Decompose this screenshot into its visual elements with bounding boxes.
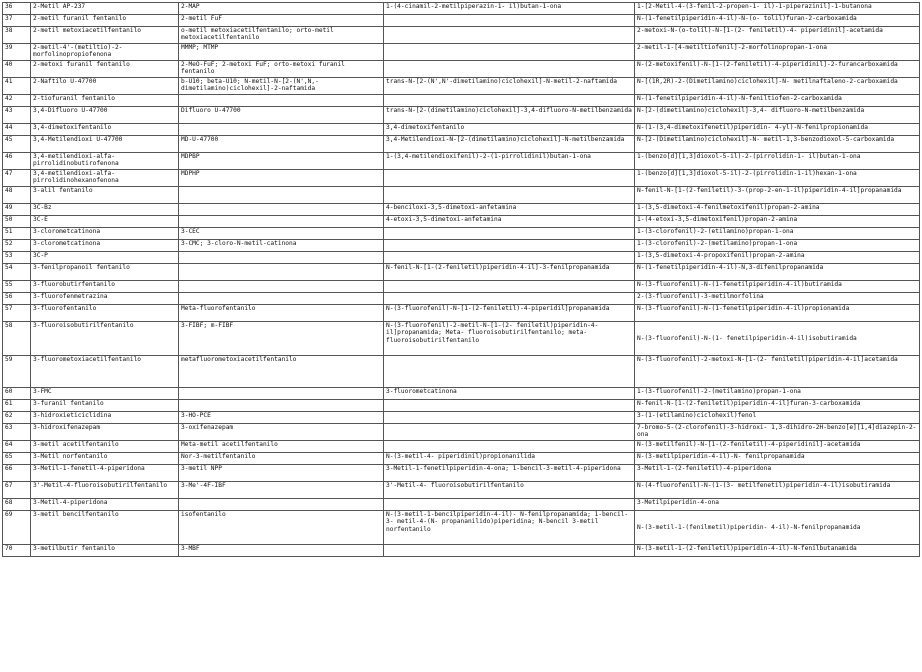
chemical-name-cell	[384, 170, 635, 187]
substance-name-cell: 3'-Metil-4-fluoroisobutirilfentanilo	[31, 482, 179, 499]
table-row	[3, 95, 920, 107]
table-row	[3, 124, 920, 136]
substance-name-cell: 3-Metil norfentanilo	[31, 453, 179, 465]
chemical-name-cell	[384, 412, 635, 424]
iupac-name-cell: 1-[2-Metil-4-(3-fenil-2-propen-1- il)-1-piperazinil]-1-butanona	[635, 3, 920, 15]
synonyms-cell: MD-U-47700	[179, 136, 384, 153]
substance-name-cell: 2-metil metoxiacetilfentanilo	[31, 27, 179, 44]
chemical-name-cell	[384, 228, 635, 240]
row-number-cell: 39	[3, 44, 31, 61]
row-number-cell: 43	[3, 107, 31, 124]
table-row	[3, 441, 920, 453]
substance-table-container	[2, 2, 919, 557]
row-number-cell: 61	[3, 400, 31, 412]
synonyms-cell: Nor-3-metilfentanilo	[179, 453, 384, 465]
iupac-name-cell: 3-Metil-1-(2-feniletil)-4-piperidona	[635, 465, 920, 482]
substance-name-cell: 3-metil acetilfentanilo	[31, 441, 179, 453]
substance-name-cell: 3,4-Difluoro U-47700	[31, 107, 179, 124]
chemical-name-cell: 3,4-Metilendioxi-N-[2-(dimetilamino)ciclohexil]-N-metilbenzamida	[384, 136, 635, 153]
synonyms-cell: 2-MeO-FuF; 2-metoxi FuF; orto-metoxi furanil fentanilo	[179, 61, 384, 78]
table-row	[3, 107, 920, 124]
chemical-name-cell: 4-benciloxi-3,5-dimetoxi-anfetamina	[384, 204, 635, 216]
iupac-name-cell: 1-(4-etoxi-3,5-dimetoxifenil)propan-2-amina	[635, 216, 920, 228]
table-row	[3, 27, 920, 44]
row-number-cell: 44	[3, 124, 31, 136]
substance-name-cell: 3-clorometcatinona	[31, 240, 179, 252]
table-row	[3, 511, 920, 545]
row-number-cell: 56	[3, 293, 31, 305]
iupac-name-cell: N-(1-fenetilpiperidin-4-il)-N-feniltiofen-2-carboxamida	[635, 95, 920, 107]
synonyms-cell	[179, 252, 384, 264]
iupac-name-cell: N-[(1R,2R)-2-(Dimetilamino)ciclohexil]-N- metilnaftaleno-2-carboxamida	[635, 78, 920, 95]
substance-name-cell: 3C-P	[31, 252, 179, 264]
iupac-name-cell: 1-(3,5-dimetoxi-4-propoxifenil)propan-2-amina	[635, 252, 920, 264]
synonyms-cell	[179, 281, 384, 293]
table-row	[3, 15, 920, 27]
synonyms-cell	[179, 499, 384, 511]
synonyms-cell: 2-MAP	[179, 3, 384, 15]
chemical-name-cell	[384, 252, 635, 264]
chemical-name-cell	[384, 293, 635, 305]
row-number-cell: 41	[3, 78, 31, 95]
substance-name-cell: 3-FMC	[31, 388, 179, 400]
substance-name-cell: 3-fluoroisobutirilfentanilo	[31, 322, 179, 356]
iupac-name-cell: N-[2-(dimetilamino)ciclohexil]-3,4- difluoro-N-metilbenzamida	[635, 107, 920, 124]
substance-name-cell: 2-Metil AP-237	[31, 3, 179, 15]
iupac-name-cell: N-(4-fluorofenil)-N-(1-(3- metilfenetil)piperidin-4-il)isobutiramida	[635, 482, 920, 499]
table-row	[3, 281, 920, 293]
synonyms-cell: 2-metil FuF	[179, 15, 384, 27]
row-number-cell: 36	[3, 3, 31, 15]
iupac-name-cell: 1-(3-fluorofenil)-2-(metilamino)propan-1-ona	[635, 388, 920, 400]
table-row	[3, 412, 920, 424]
iupac-name-cell: N-(1-fenetilpiperidin-4-il)-N-(o- tolil)furan-2-carboxamida	[635, 15, 920, 27]
chemical-name-cell: 4-etoxi-3,5-dimetoxi-anfetamina	[384, 216, 635, 228]
row-number-cell: 64	[3, 441, 31, 453]
synonyms-cell	[179, 95, 384, 107]
iupac-name-cell: N-[2-(Dimetilamino)ciclohexil]-N- metil-1,3-benzodioxol-5-carboxamida	[635, 136, 920, 153]
synonyms-cell	[179, 293, 384, 305]
substance-name-cell: 3,4-metilendioxi-alfa-pirrolidinobutirofenona	[31, 153, 179, 170]
row-number-cell: 55	[3, 281, 31, 293]
row-number-cell: 42	[3, 95, 31, 107]
table-row	[3, 424, 920, 441]
synonyms-cell: MDPHP	[179, 170, 384, 187]
chemical-name-cell	[384, 400, 635, 412]
iupac-name-cell: N-(3-fluorofenil)-N-(1- fenetilpiperidin-4-il)isobutiramida	[635, 322, 920, 356]
table-row	[3, 228, 920, 240]
row-number-cell: 53	[3, 252, 31, 264]
row-number-cell: 62	[3, 412, 31, 424]
substance-name-cell: 2-Naftilo U-47700	[31, 78, 179, 95]
iupac-name-cell: N-(3-fluorofenil)-N-(1-fenetilpiperidin-4-il)butiramida	[635, 281, 920, 293]
substance-name-cell: 3C-E	[31, 216, 179, 228]
iupac-name-cell: 2-metil-1-[4-metiltiofenil]-2-morfolinopropan-1-ona	[635, 44, 920, 61]
table-row	[3, 216, 920, 228]
row-number-cell: 59	[3, 356, 31, 388]
table-row	[3, 388, 920, 400]
substance-name-cell: 3C-Bz	[31, 204, 179, 216]
iupac-name-cell: N-(3-fluorofenil)-N-(1-fenetilpiperidin-4-il)propionamida	[635, 305, 920, 322]
synonyms-cell: MDPBP	[179, 153, 384, 170]
iupac-name-cell: 2-(3-fluorofenil)-3-metilmorfolina	[635, 293, 920, 305]
table-row	[3, 187, 920, 204]
row-number-cell: 54	[3, 264, 31, 281]
synonyms-cell: Difluoro U-47700	[179, 107, 384, 124]
substance-name-cell: 3-metilbutir fentanilo	[31, 545, 179, 557]
iupac-name-cell: N-(3-metil-1-(2-feniletil)piperidin-4-il)-N-fenilbutanamida	[635, 545, 920, 557]
synonyms-cell: 3-metil NPP	[179, 465, 384, 482]
row-number-cell: 66	[3, 465, 31, 482]
chemical-name-cell	[384, 61, 635, 78]
chemical-name-cell	[384, 95, 635, 107]
chemical-name-cell: 1-(4-cinamil-2-metilpiperazin-1- il)butan-1-ona	[384, 3, 635, 15]
chemical-name-cell	[384, 441, 635, 453]
iupac-name-cell: 1-(3,5-dimetoxi-4-fenilmetoxifenil)propan-2-amina	[635, 204, 920, 216]
iupac-name-cell: N-fenil-N-[1-(2-feniletil)-3-(prop-2-en-1-il)piperidin-4-il]propanamida	[635, 187, 920, 204]
synonyms-cell	[179, 400, 384, 412]
chemical-name-cell	[384, 499, 635, 511]
chemical-name-cell: 3-fluorometcatinona	[384, 388, 635, 400]
synonyms-cell: 3-Me'-4F-IBF	[179, 482, 384, 499]
chemical-name-cell: trans-N-[2-(dimetilamino)ciclohexil]-3,4-difluoro-N-metilbenzamida	[384, 107, 635, 124]
iupac-name-cell: N-(3-metil-1-(fenilmetil)piperidin- 4-il)-N-fenilpropanamida	[635, 511, 920, 545]
synonyms-cell: 3-MBF	[179, 545, 384, 557]
table-row	[3, 499, 920, 511]
table-row	[3, 453, 920, 465]
iupac-name-cell: N-(3-fluorofenil)-2-metoxi-N-[1-(2- feniletil)piperidin-4-il]acetamida	[635, 356, 920, 388]
row-number-cell: 47	[3, 170, 31, 187]
table-row	[3, 204, 920, 216]
substance-name-cell: 3-fluorobutirfentanilo	[31, 281, 179, 293]
row-number-cell: 68	[3, 499, 31, 511]
row-number-cell: 63	[3, 424, 31, 441]
chemical-name-cell: 1-(3,4-metilendioxifenil)-2-(1-pirrolidinil)butan-1-ona	[384, 153, 635, 170]
synonyms-cell	[179, 216, 384, 228]
table-row	[3, 482, 920, 499]
iupac-name-cell: N-fenil-N-[1-(2-feniletil)piperidin-4-il]furan-3-carboxamida	[635, 400, 920, 412]
chemical-name-cell	[384, 187, 635, 204]
substance-name-cell: 3-fluorofenmetrazina	[31, 293, 179, 305]
table-row	[3, 240, 920, 252]
table-row	[3, 322, 920, 356]
iupac-name-cell: 1-(3-clorofenil)-2-(metilamino)propan-1-ona	[635, 240, 920, 252]
table-row	[3, 252, 920, 264]
substance-name-cell: 2-metoxi furanil fentanilo	[31, 61, 179, 78]
row-number-cell: 46	[3, 153, 31, 170]
chemical-name-cell	[384, 15, 635, 27]
chemical-name-cell	[384, 424, 635, 441]
substance-name-cell: 3-furanil fentanilo	[31, 400, 179, 412]
chemical-name-cell: N-(3-metil-4- piperidinil)propionanilida	[384, 453, 635, 465]
chemical-name-cell	[384, 44, 635, 61]
table-row	[3, 356, 920, 388]
synonyms-cell	[179, 204, 384, 216]
row-number-cell: 60	[3, 388, 31, 400]
chemical-name-cell	[384, 281, 635, 293]
table-row	[3, 400, 920, 412]
chemical-name-cell: N-(3-fluorofenil)-2-metil-N-[1-(2- feniletil)piperidin-4-il]propanamida; Meta- fluoroisobutirilfentanilo; meta-fluoroisobutirilfentanilo	[384, 322, 635, 356]
synonyms-cell: 3-FIBF; m-FIBF	[179, 322, 384, 356]
row-number-cell: 38	[3, 27, 31, 44]
row-number-cell: 48	[3, 187, 31, 204]
row-number-cell: 49	[3, 204, 31, 216]
synonyms-cell: metafluorometoxiacetilfentanilo	[179, 356, 384, 388]
table-row	[3, 78, 920, 95]
row-number-cell: 45	[3, 136, 31, 153]
chemical-name-cell	[384, 545, 635, 557]
substance-name-cell: 3,4-dimetoxifentanilo	[31, 124, 179, 136]
row-number-cell: 69	[3, 511, 31, 545]
iupac-name-cell: N-(3-metilpiperidin-4-il)-N- fenilpropanamida	[635, 453, 920, 465]
controlled-substances-table	[2, 2, 920, 557]
substance-name-cell: 3-hidroxieticiclidina	[31, 412, 179, 424]
chemical-name-cell: N-(3-fluorofenil)-N-[1-(2-feniletil)-4-piperidil]propanamida	[384, 305, 635, 322]
substance-name-cell: 3,4-Metilendioxi U-47700	[31, 136, 179, 153]
substance-name-cell: 3-alil fentanilo	[31, 187, 179, 204]
table-row	[3, 545, 920, 557]
synonyms-cell: Meta-metil acetilfentanilo	[179, 441, 384, 453]
iupac-name-cell: N-(1-(3,4-dimetoxifenetil)piperidin- 4-yl)-N-fenilpropionamida	[635, 124, 920, 136]
row-number-cell: 65	[3, 453, 31, 465]
iupac-name-cell: 3-Metilpiperidin-4-ona	[635, 499, 920, 511]
substance-name-cell: 3-fenilpropanoil fentanilo	[31, 264, 179, 281]
row-number-cell: 70	[3, 545, 31, 557]
synonyms-cell: 3-HO-PCE	[179, 412, 384, 424]
iupac-name-cell: 1-(benzo[d][1,3]dioxol-5-il)-2-(pirrolidin-1- il)butan-1-ona	[635, 153, 920, 170]
row-number-cell: 52	[3, 240, 31, 252]
iupac-name-cell: 7-bromo-5-(2-clorofenil)-3-hidroxi- 1,3-dihidro-2H-benzo[e][1,4]diazepin-2-ona	[635, 424, 920, 441]
chemical-name-cell: 3,4-dimetoxifentanilo	[384, 124, 635, 136]
substance-name-cell: 2-metil furanil fentanilo	[31, 15, 179, 27]
iupac-name-cell: 1-(3-clorofenil)-2-(etilamino)propan-1-ona	[635, 228, 920, 240]
substance-name-cell: 3-clorometcatinona	[31, 228, 179, 240]
synonyms-cell: 3-oxifenazepam	[179, 424, 384, 441]
row-number-cell: 50	[3, 216, 31, 228]
table-row	[3, 465, 920, 482]
table-row	[3, 44, 920, 61]
iupac-name-cell: 1-(benzo[d][1,3]dioxol-5-il)-2-(pirrolidin-1-il)hexan-1-ona	[635, 170, 920, 187]
table-row	[3, 136, 920, 153]
iupac-name-cell: 3-(1-(etilamino)ciclohexil)fenol	[635, 412, 920, 424]
row-number-cell: 51	[3, 228, 31, 240]
chemical-name-cell: N-fenil-N-[1-(2-feniletil)piperidin-4-il]-3-fenilpropanamida	[384, 264, 635, 281]
row-number-cell: 40	[3, 61, 31, 78]
chemical-name-cell: 3'-Metil-4- fluoroisobutirilfentanilo	[384, 482, 635, 499]
chemical-name-cell	[384, 240, 635, 252]
synonyms-cell: Meta-fluorofentanilo	[179, 305, 384, 322]
row-number-cell: 67	[3, 482, 31, 499]
chemical-name-cell	[384, 356, 635, 388]
substance-name-cell: 3-metil bencilfentanilo	[31, 511, 179, 545]
table-row	[3, 293, 920, 305]
chemical-name-cell	[384, 27, 635, 44]
table-row	[3, 61, 920, 78]
substance-name-cell: 3-Metil-1-fenetil-4-piperidona	[31, 465, 179, 482]
table-row	[3, 305, 920, 322]
iupac-name-cell: 2-metoxi-N-(o-tolil)-N-[1-(2- feniletil)-4- piperidinil]-acetamida	[635, 27, 920, 44]
chemical-name-cell: 3-Metil-1-fenetilpiperidin-4-ona; 1-bencil-3-metil-4-piperidona	[384, 465, 635, 482]
substance-name-cell: 2-tiofuranil fentanilo	[31, 95, 179, 107]
chemical-name-cell: trans-N-[2-(N',N'-dimetilamino)ciclohexil]-N-metil-2-naftamida	[384, 78, 635, 95]
substance-name-cell: 3-hidroxifenazepam	[31, 424, 179, 441]
iupac-name-cell: N-(3-metilfenil)-N-[1-(2-feniletil)-4-piperidinil]-acetamida	[635, 441, 920, 453]
row-number-cell: 57	[3, 305, 31, 322]
synonyms-cell	[179, 388, 384, 400]
row-number-cell: 37	[3, 15, 31, 27]
synonyms-cell	[179, 264, 384, 281]
table-row	[3, 3, 920, 15]
table-row	[3, 170, 920, 187]
table-body	[3, 3, 920, 557]
iupac-name-cell: N-(1-fenetilpiperidin-4-il)-N,3-difenilpropanamida	[635, 264, 920, 281]
substance-name-cell: 2-metil-4'-(metiltio)-2-morfolinopropiofenona	[31, 44, 179, 61]
synonyms-cell: o-metil metoxiacetilfentanilo; orto-metil metoxiacetilfentanilo	[179, 27, 384, 44]
substance-name-cell: 3-fluorometoxiacetilfentanilo	[31, 356, 179, 388]
synonyms-cell: 3-CMC; 3-cloro-N-metil-catinona	[179, 240, 384, 252]
substance-name-cell: 3-fluorofentanilo	[31, 305, 179, 322]
synonyms-cell: MMMP; MTMP	[179, 44, 384, 61]
chemical-name-cell: N-(3-metil-1-bencilpiperidin-4-il)- N-fenilpropanamida; 1-bencil-3- metil-4-(N- propananilido)piperidina; N-bencil 3-metil norfentanilo	[384, 511, 635, 545]
synonyms-cell	[179, 124, 384, 136]
substance-name-cell: 3,4-metilendioxi-alfa-pirrolidinohexanofenona	[31, 170, 179, 187]
substance-name-cell: 3-Metil-4-piperidona	[31, 499, 179, 511]
synonyms-cell	[179, 187, 384, 204]
iupac-name-cell: N-(2-metoxifenil)-N-[1-(2-feniletil)-4-piperidinil]-2-furancarboxamida	[635, 61, 920, 78]
table-row	[3, 153, 920, 170]
synonyms-cell: b-U10; beta-U10; N-metil-N-[2-(N',N,-dimetilamino)ciclohexil]-2-naftamida	[179, 78, 384, 95]
row-number-cell: 58	[3, 322, 31, 356]
synonyms-cell: isofentanilo	[179, 511, 384, 545]
synonyms-cell: 3-CEC	[179, 228, 384, 240]
table-row	[3, 264, 920, 281]
